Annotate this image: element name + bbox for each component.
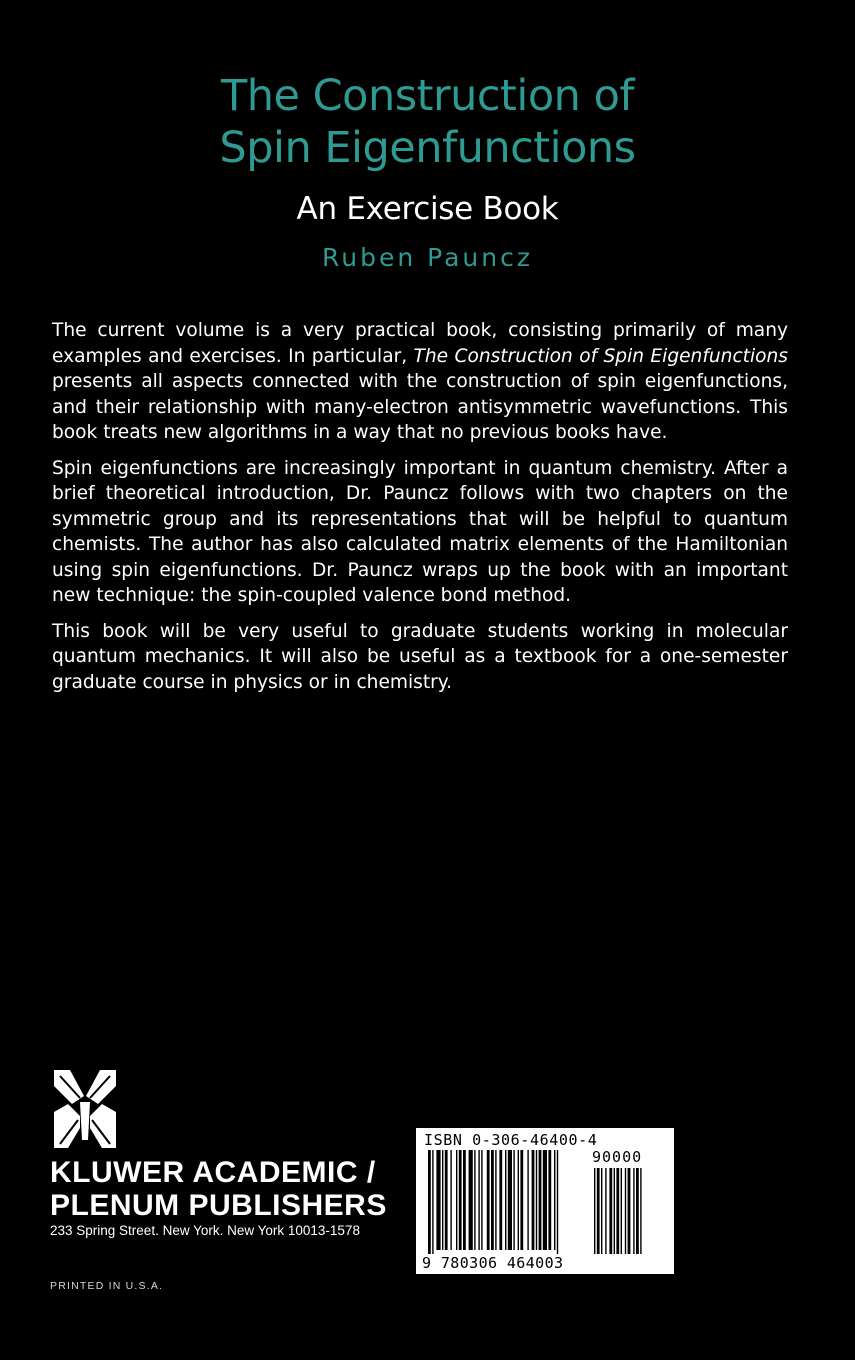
barcode-bar: [499, 1150, 502, 1250]
barcode-addon-bar: [597, 1168, 600, 1254]
barcode-bar: [532, 1150, 535, 1250]
barcode-bar: [487, 1150, 490, 1250]
publisher-line-2: PLENUM PUBLISHERS: [50, 1189, 387, 1222]
barcode-addon-bar: [616, 1168, 619, 1254]
barcode-bar: [463, 1150, 466, 1250]
barcode-bars: [416, 1128, 674, 1274]
kluwer-logo-icon: [50, 1068, 120, 1150]
barcode-addon-bar: [636, 1168, 639, 1254]
barcode-addon-bar: [605, 1168, 606, 1254]
barcode-bar: [508, 1150, 512, 1250]
barcode-bar: [520, 1150, 523, 1250]
barcode-bar: [432, 1150, 433, 1254]
barcode-addon-bar: [614, 1168, 615, 1254]
barcode-bar: [481, 1150, 482, 1250]
barcode-bar: [554, 1150, 555, 1250]
barcode-bar: [445, 1150, 448, 1250]
barcode-bar: [456, 1150, 457, 1250]
publisher-address: 233 Spring Street. New York. New York 10013-1578: [50, 1223, 360, 1238]
barcode-bar: [478, 1150, 479, 1250]
isbn-barcode: [416, 1128, 674, 1274]
publisher-line-1: KLUWER ACADEMIC /: [50, 1156, 376, 1189]
p1-after: presents all aspects connected with the construction of spin eigenfunctions, and their relationship with many-electron antisymmetric wavefunctions. This book treats new algorithms in a way that no previous books have.: [52, 371, 788, 443]
barcode-bar: [491, 1150, 494, 1250]
book-title: [0, 70, 855, 174]
description-paragraph-1: [52, 318, 788, 446]
publisher-name: [50, 1156, 387, 1222]
book-subtitle: An Exercise Book: [296, 191, 559, 227]
book-author: Ruben Pauncz: [322, 243, 533, 272]
barcode-bar: [474, 1150, 475, 1250]
barcode-bar: [536, 1150, 537, 1250]
barcode-bar: [557, 1150, 558, 1254]
barcode-bar: [495, 1150, 496, 1250]
barcode-bar: [543, 1150, 547, 1250]
title-line-2: Spin Eigenfunctions: [219, 123, 636, 173]
barcode-bar: [436, 1150, 440, 1250]
description-paragraph-2: Spin eigenfunctions are increasingly important in quantum chemistry. After a brief theoretical introduction, Dr. Pauncz follows with two chapters on the symmetric group and its representations that will be helpful to quantum chemists. The author has also calculated matrix elements of the Hamiltonian using spin eigenfunctions. Dr. Pauncz wraps up the book with an important new technique: the spin-coupled valence bond method.: [52, 457, 788, 606]
book-description: [52, 318, 788, 705]
barcode-addon-bar: [594, 1168, 595, 1254]
p1-italic-title: The Construction of Spin Eigenfunctions: [413, 345, 788, 367]
description-paragraph-3: This book will be very useful to graduate students working in molecular quantum mechanics. It will also be useful as a textbook for a one-semester graduate course in physics or in chemistry.: [52, 620, 788, 693]
barcode-bar: [548, 1150, 551, 1250]
barcode-addon-bar: [633, 1168, 634, 1254]
printed-in-label: PRINTED IN U.S.A.: [50, 1280, 164, 1292]
barcode-bar: [442, 1150, 443, 1250]
barcode-addon-bar: [625, 1168, 626, 1254]
p1-before: The current volume is a very practical book, consisting primarily of many examples and exercises. In particular,: [52, 320, 788, 367]
barcode-addon-bar: [601, 1168, 602, 1254]
barcode-bar: [450, 1150, 451, 1250]
barcode-bar: [527, 1150, 528, 1250]
title-line-1: The Construction of: [220, 71, 635, 121]
barcode-bar: [428, 1150, 431, 1254]
barcode-addon-bar: [640, 1168, 641, 1254]
price-code: 90000: [592, 1148, 643, 1166]
barcode-bar: [469, 1150, 473, 1250]
barcode-bar: [539, 1150, 542, 1250]
barcode-addon-bar: [609, 1168, 612, 1254]
ean-number: 9 780306 464003: [422, 1254, 564, 1272]
barcode-addon-bar: [621, 1168, 622, 1254]
barcode-bar: [459, 1150, 462, 1250]
barcode-bar: [513, 1150, 514, 1250]
barcode-addon-bar: [628, 1168, 631, 1254]
barcode-bar: [505, 1150, 506, 1250]
barcode-bar: [518, 1150, 519, 1250]
isbn-number: ISBN 0-306-46400-4: [424, 1131, 598, 1149]
